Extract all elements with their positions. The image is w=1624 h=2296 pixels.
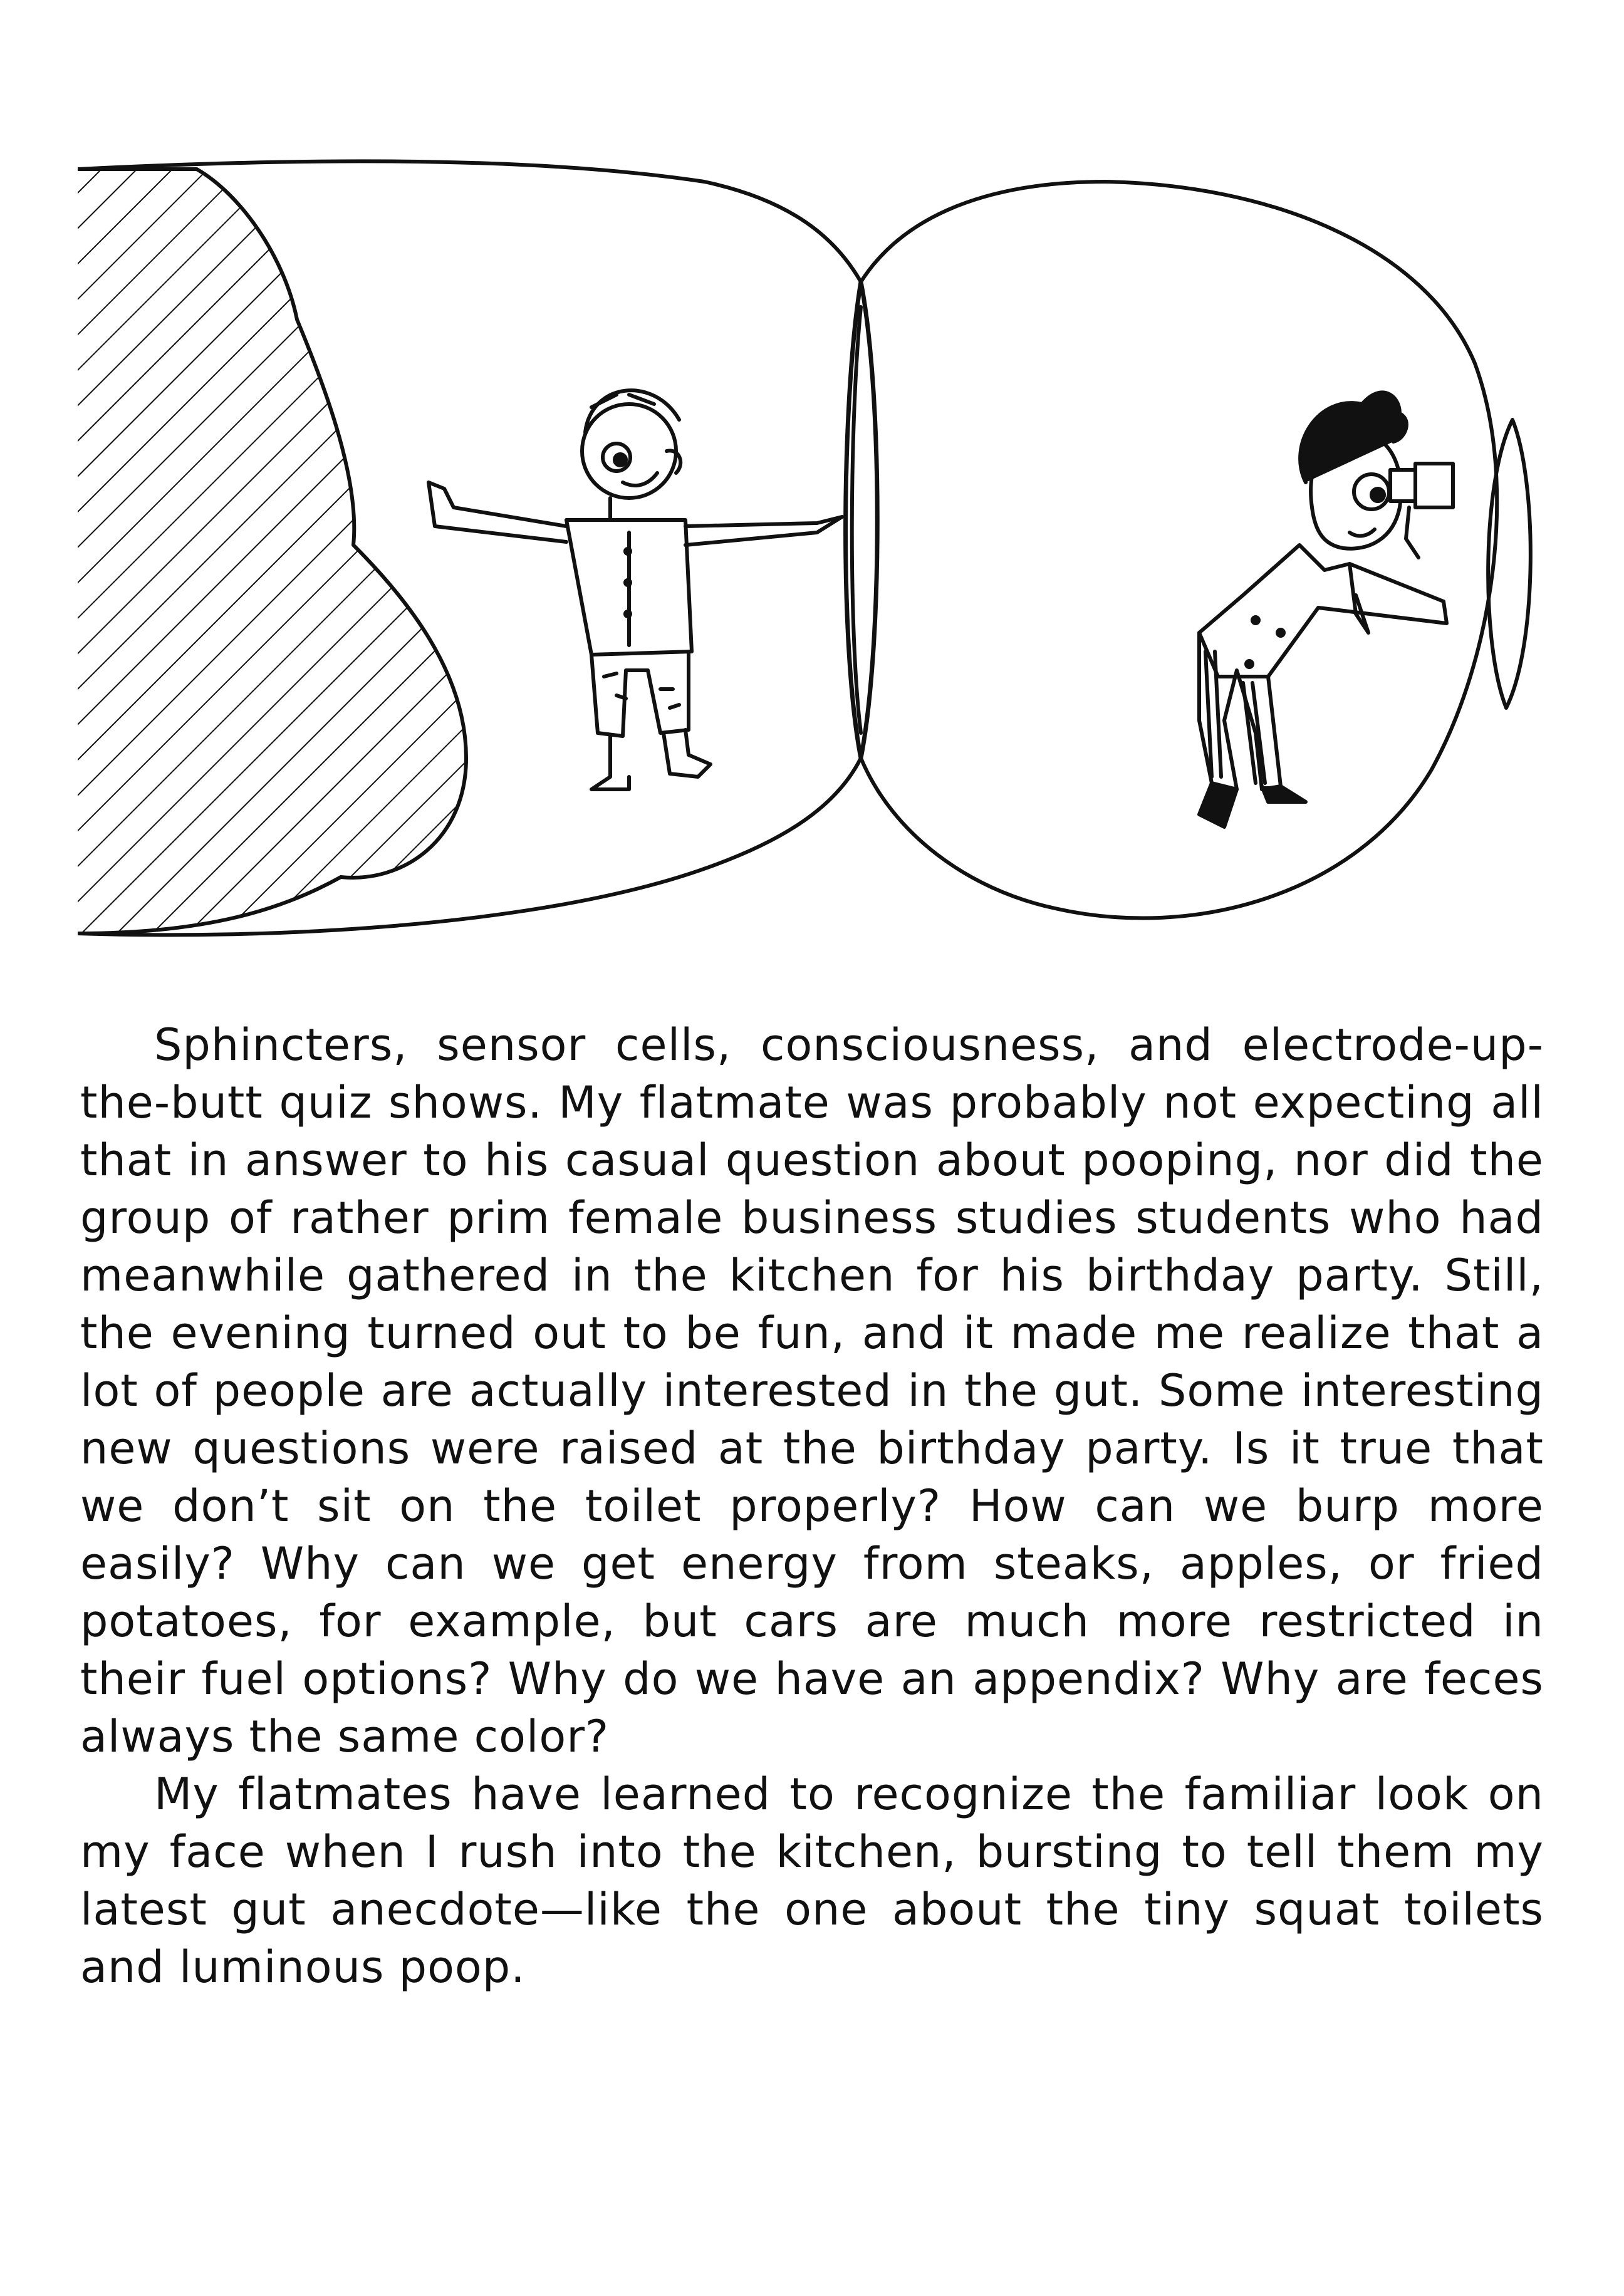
- paragraph: Sphincters, sensor cells, consciousness, and electrode-up-the-butt quiz shows. My flatmate was probably not expecting all that in answer to his casual question about pooping, nor did the group of rather prim female business studies students who had meanwhile gathered in the kitchen for his birthday party. Still, the evening turned out to be fun, and it made me realize that a lot of people are actually interested in the gut. Some interesting new questions were raised at the birthday party. Is it true that we don’t sit on the toilet properly? How can we burp more easily? Why can we get energy from steaks, apples, or fried potatoes, for example, but cars are much more restricted in their fuel options? Why do we have an appendix? Why are feces always the same color?: [80, 1019, 1544, 1762]
- paragraph: My flatmates have learned to recognize the familiar look on my face when I rush into the kitchen, bursting to tell them my latest gut anecdote—like the one about the tiny squat toilets and luminous poop.: [80, 1769, 1544, 1993]
- body-text: [80, 1016, 1544, 1996]
- hatched-wall-icon: [78, 157, 516, 971]
- gut-chambers-illustration: [78, 157, 1556, 971]
- binocular-figure-icon: [1199, 392, 1453, 827]
- right-chamber-outline: [861, 182, 1497, 918]
- child-figure-icon: [429, 390, 842, 789]
